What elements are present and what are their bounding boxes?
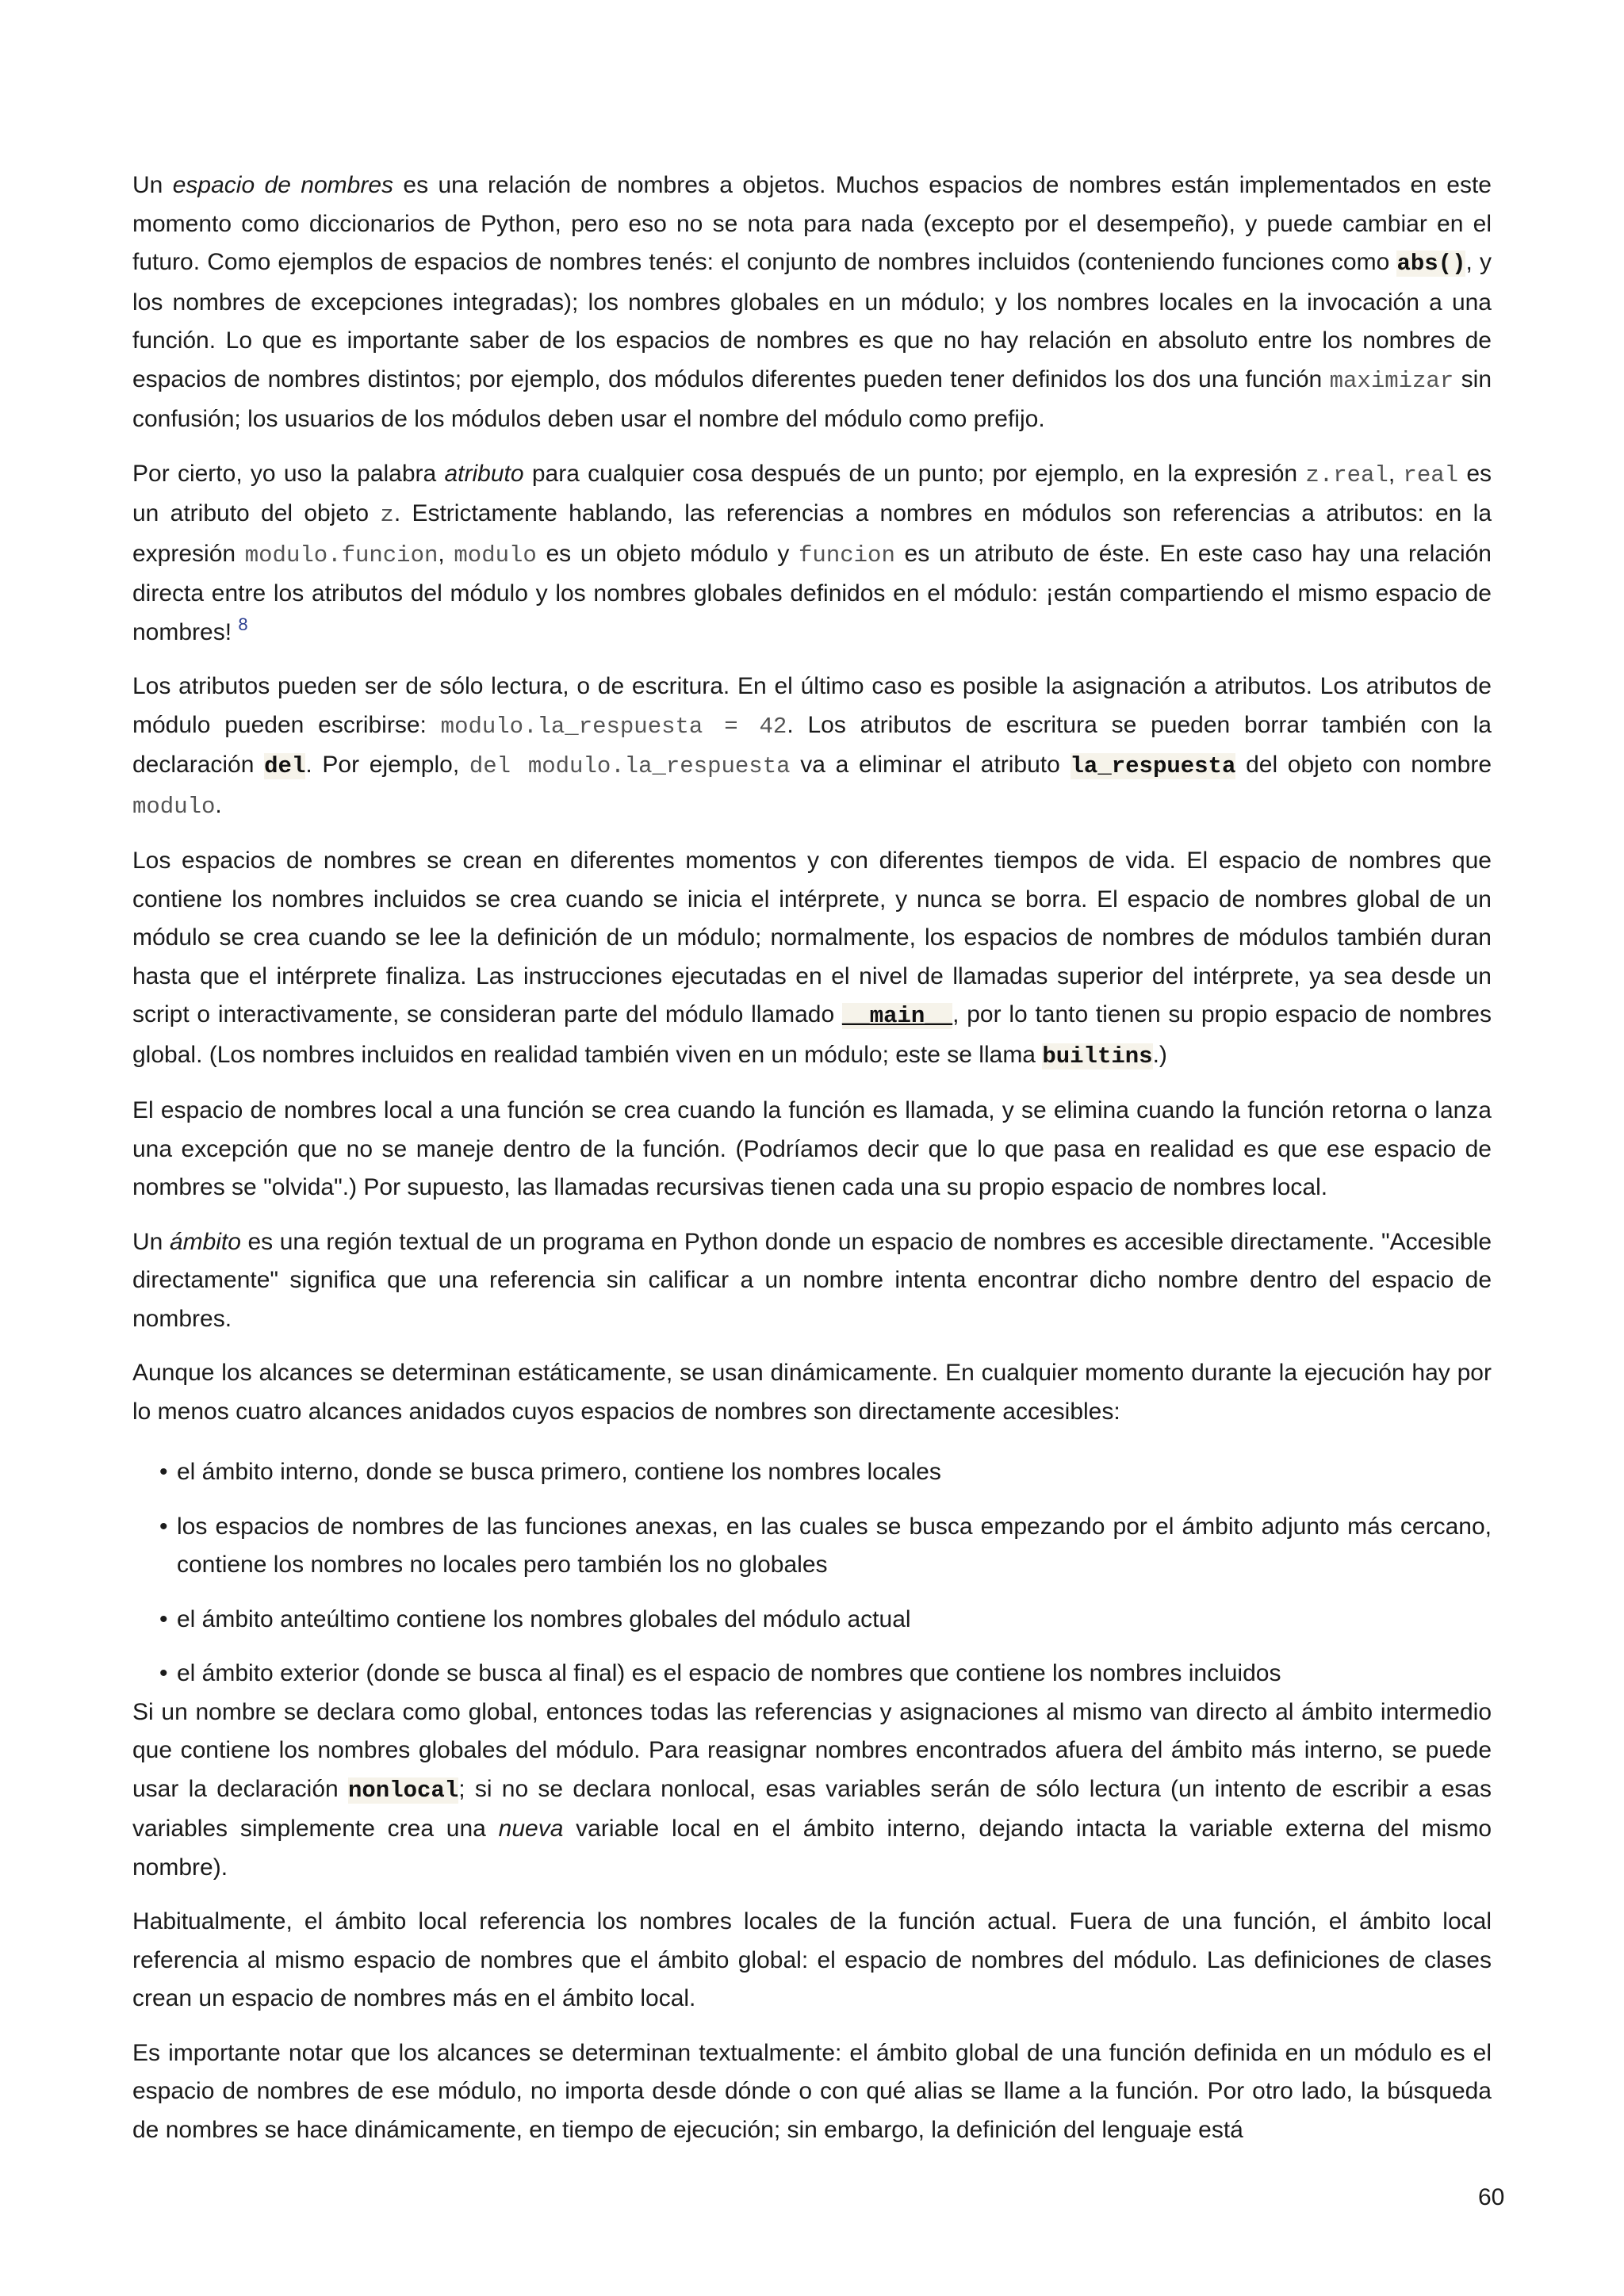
term-espacio-de-nombres: espacio de nombres <box>172 172 394 198</box>
scopes-list <box>132 1453 1492 1693</box>
text: Es importante notar que los alcances se determinan textualmente: el ámbito global de una función definida en un módulo es el espacio de nombres de ese módulo, no importa desde dónde o con qué alias se llame a la función. Por otro lado, la búsqueda de nombres se hace dinámicamente, en tiempo de ejecución; sin embargo, la definición del lenguaje está <box>132 2039 1492 2143</box>
text: del objeto con nombre <box>1235 752 1492 778</box>
paragraph-scope-definition <box>132 1223 1492 1339</box>
term-ambito: ámbito <box>169 1228 241 1255</box>
text: Si un nombre se declara como global, entonces todas las referencias y asignaciones al mismo van directo al ámbito intermedio que contiene los nombres globales del módulo. Para reasignar nombres encontrados afuera del ámbito más interno, se puede usar la declaración <box>132 1698 1492 1802</box>
text: para cualquier cosa después de un punto; por ejemplo, en la expresión <box>523 460 1306 487</box>
text: ; si no se declara nonlocal, esas variables serán de sólo lectura (un intento de escribir a esas variables simplemente crea una <box>132 1775 1492 1842</box>
code-modulo: modulo <box>132 793 216 820</box>
code-real: real <box>1403 461 1459 488</box>
code-del-statement: del modulo.la_respuesta <box>469 753 791 779</box>
text: Un <box>132 172 173 198</box>
text: es una región textual de un programa en Python donde un espacio de nombres es accesible directamente. "Accesible directamente" significa que una referencia sin calificar a un nombre intenta encontrar dicho nombre dentro del espacio de nombres. <box>132 1228 1492 1332</box>
term-atributo: atributo <box>444 460 524 487</box>
text: Los espacios de nombres se crean en diferentes momentos y con diferentes tiempos de vida. El espacio de nombres que contiene los nombres incluidos se crea cuando se inicia el intérprete, y nunca se borra. El espacio de nombres global de un módulo se crea cuando se lee la definición de un módulo; normalmente, los espacios de nombres de módulos también duran hasta que el intérprete finaliza. Las instrucciones ejecutadas en el nivel de llamadas superior del intérprete, ya sea desde un script o interactivamente, se consideran parte del módulo llamado <box>132 848 1492 1027</box>
text: , por lo tanto tienen su propio espacio de nombres global. (Los nombres incluidos en realidad también viven en un módulo; este se llama <box>132 1001 1492 1068</box>
text: es una relación de nombres a objetos. Muchos espacios de nombres están implementados en este momento como diccionarios de Python, pero eso no se nota para nada (excepto por el desempeño), y puede cambiar en el futuro. Como ejemplos de espacios de nombres tenés: el conjunto de nombres incluidos (conteniendo funciones como <box>132 172 1492 275</box>
text: , y los nombres de excepciones integradas); los nombres globales en un módulo; y los nombres locales en la invocación a una función. Lo que es importante saber de los espacios de nombres es que no hay relación en absoluto entre los nombres de espacios de nombres distintos; por ejemplo, dos módulos diferentes pueden tener definidos los dos una función <box>132 249 1492 392</box>
code-z-real: z.real <box>1305 461 1388 488</box>
list-item <box>159 1601 1492 1640</box>
paragraph-writable-attributes <box>132 668 1492 826</box>
bullet: • <box>159 1513 168 1540</box>
paragraph-global-nonlocal <box>132 1693 1492 1888</box>
text: Un <box>132 1228 170 1255</box>
page-number: 60 <box>1478 2184 1505 2210</box>
paragraph-local-scope <box>132 1903 1492 2019</box>
code-nonlocal: nonlocal <box>347 1777 459 1804</box>
page-body <box>132 166 1492 2165</box>
code-del: del <box>264 753 306 779</box>
code-assignment: modulo.la_respuesta = 42 <box>440 713 787 740</box>
paragraph-lifetimes <box>132 842 1492 1076</box>
paragraph-attribute <box>132 455 1492 652</box>
text: es un atributo de éste. En este caso hay una relación directa entre los atributos del módulo y los nombres globales definidos en el módulo: ¡están compartiendo el mismo espacio de nombres! <box>132 540 1492 645</box>
code-main: __main__ <box>841 1003 953 1029</box>
list-item <box>159 1453 1492 1492</box>
footnote-link[interactable]: 8 <box>238 614 248 634</box>
text: Habitualmente, el ámbito local referencia los nombres locales de la función actual. Fuera de una función, el ámbito local referencia al mismo espacio de nombres que el ámbito global: el espacio de nombres del módulo. Las definiciones de clases crean un espacio de nombres más en el ámbito local. <box>132 1908 1492 2011</box>
text: Los atributos pueden ser de sólo lectura, o de escritura. En el último caso es posible la asignación a atributos. Los atributos de módulo pueden escribirse: <box>132 673 1492 738</box>
list-item <box>159 1655 1492 1693</box>
list-item <box>159 1508 1492 1585</box>
code-abs: abs() <box>1396 251 1466 277</box>
code-funcion: funcion <box>799 541 895 568</box>
code-z: z <box>380 502 394 528</box>
text: El espacio de nombres local a una función se crea cuando la función es llamada, y se elimina cuando la función retorna o lanza una excepción que no se maneje dentro de la función. (Podríamos decir que lo que pasa en realidad es que ese espacio de nombres se "olvida".) Por supuesto, las llamadas recursivas tienen cada una su propio espacio de nombres local. <box>132 1097 1492 1200</box>
text: variable local en el ámbito interno, dejando intacta la variable externa del mismo nombre). <box>132 1816 1492 1881</box>
list-item-text: el ámbito interno, donde se busca primero, contiene los nombres locales <box>177 1459 941 1485</box>
text: . Estrictamente hablando, las referencias a nombres en módulos son referencias a atributos: en la expresión <box>132 500 1492 567</box>
text: , <box>1388 460 1404 487</box>
text: . Por ejemplo, <box>305 752 469 778</box>
text: es un objeto módulo y <box>536 540 799 567</box>
paragraph-local-namespace <box>132 1092 1492 1207</box>
paragraph-textual-scopes <box>132 2034 1492 2150</box>
bullet: • <box>159 1459 168 1485</box>
text: es un atributo del objeto <box>132 460 1492 526</box>
term-nueva: nueva <box>498 1816 564 1842</box>
text: Por cierto, yo uso la palabra <box>132 460 445 487</box>
text: , <box>438 540 454 567</box>
code-maximizar: maximizar <box>1329 367 1454 394</box>
text: va a eliminar el atributo <box>790 752 1071 778</box>
code-modulo: modulo <box>454 541 537 568</box>
list-item-text: el ámbito exterior (donde se busca al final) es el espacio de nombres que contiene los nombres incluidos <box>177 1660 1281 1686</box>
bullet: • <box>159 1605 168 1632</box>
code-la-respuesta: la_respuesta <box>1070 753 1236 779</box>
code-modulo-funcion: modulo.funcion <box>244 541 439 568</box>
text: .) <box>1152 1041 1167 1068</box>
code-builtins: builtins <box>1042 1043 1153 1070</box>
text: . Los atributos de escritura se pueden borrar también con la declaración <box>132 711 1492 778</box>
text: sin confusión; los usuarios de los módulos deben usar el nombre del módulo como prefijo. <box>132 365 1492 432</box>
list-item-text: los espacios de nombres de las funciones anexas, en las cuales se busca empezando por el ámbito adjunto más cercano, contiene los nombres no locales pero también los no globales <box>177 1513 1492 1578</box>
paragraph-nested-scopes <box>132 1354 1492 1431</box>
list-item-text: el ámbito anteúltimo contiene los nombres globales del módulo actual <box>177 1605 911 1632</box>
bullet: • <box>159 1660 168 1686</box>
text: Aunque los alcances se determinan estáticamente, se usan dinámicamente. En cualquier momento durante la ejecución hay por lo menos cuatro alcances anidados cuyos espacios de nombres son directamente accesibles: <box>132 1360 1492 1425</box>
text: . <box>215 791 222 818</box>
paragraph-namespace-definition <box>132 166 1492 439</box>
